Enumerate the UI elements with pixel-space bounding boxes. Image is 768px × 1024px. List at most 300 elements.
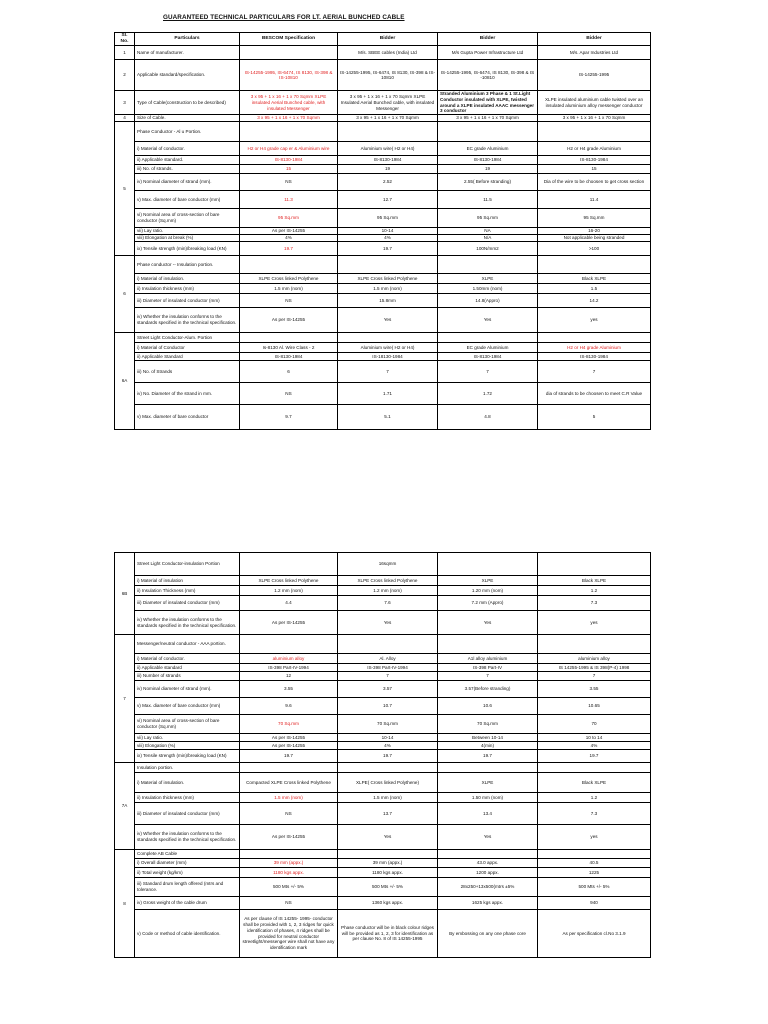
table-cell: 70 Sq.mm	[338, 715, 438, 734]
table-cell: v) Max. diameter of bare conductor (mm)	[135, 698, 240, 715]
table-cell: >100	[538, 242, 651, 256]
serial-number-cell: 7A	[115, 763, 135, 850]
table-cell: Street Light Conductor-Alum. Portion	[135, 333, 240, 343]
table-cell: 10.65	[538, 698, 651, 715]
table-cell: 11.5	[438, 191, 538, 209]
table-cell: 3 x 95 + 1 x 16 + 1 x 70 Sqmm	[538, 115, 651, 122]
table-cell: 15	[538, 165, 651, 174]
table-cell: NS	[240, 803, 338, 825]
table-cell: Black XLPE	[538, 773, 651, 793]
table-cell: XLPE Cross linked Polythene	[240, 274, 338, 284]
table-row	[115, 850, 651, 859]
table-cell	[438, 256, 538, 274]
table-cell: 4.8	[438, 405, 538, 430]
serial-number-cell: 5	[115, 122, 135, 256]
table-cell: iii) Diameter of insulated conductor (mm)	[135, 294, 240, 308]
table-cell: IS-14255-1995, IS-6474, IS 8130, IS-398 & IS-10810	[240, 60, 338, 91]
table-cell: 3 x 95 + 1 x 16 + 1 x 70 Sqmm XLPE Insulated Aerial Bunched cable, with insulated Messenger	[338, 91, 438, 115]
header-bidder-1: Bidder	[338, 33, 438, 46]
table-cell: 19.7	[438, 750, 538, 763]
table-cell: IS-8130-1984	[240, 156, 338, 165]
table-cell: 1.5 mm (nom)	[240, 284, 338, 294]
table-cell: 2.55( Before stranding)	[438, 174, 538, 191]
table-cell: vii) Lay ratio.	[135, 734, 240, 742]
table-cell: IS-14255-1995	[538, 60, 651, 91]
table-cell: aluminium alloy	[240, 654, 338, 664]
table-cell: 16sqmm	[338, 553, 438, 576]
table-cell	[538, 553, 651, 576]
table-cell: 95 Sq.mm	[438, 209, 538, 228]
table-row	[115, 596, 651, 611]
table-cell: Yes	[338, 308, 438, 333]
table-cell: 1200 appx.	[438, 868, 538, 878]
table-cell: iii) Standard drum length offered (mtrs and tolerance.	[135, 878, 240, 897]
table-cell	[240, 46, 338, 60]
table-row	[115, 763, 651, 773]
table-cell: As per IS-14255	[240, 308, 338, 333]
table-cell: 1180 kgs appx.	[240, 868, 338, 878]
table-cell: 13.4	[438, 803, 538, 825]
table-cell: 4%	[240, 235, 338, 242]
table-cell: iii) No. of strands.	[135, 165, 240, 174]
table-cell: i) Material of conductor.	[135, 142, 240, 156]
table-cell: 4(min)	[438, 742, 538, 750]
table-cell: Yes	[438, 611, 538, 635]
table-cell: Size of Cable.	[135, 115, 240, 122]
table-cell: 3.55	[538, 681, 651, 698]
table-cell: IS-18130-1984	[338, 353, 438, 361]
table-cell: Type of Cable(construction to be described)	[135, 91, 240, 115]
table-cell: 5.1	[338, 405, 438, 430]
table-cell	[438, 763, 538, 773]
table-row	[115, 681, 651, 698]
table-cell: Yes	[438, 308, 538, 333]
table-cell: Messenger/neutral conductor - AAA portion.	[135, 635, 240, 654]
document-title: GUARANTEED TECHNICAL PARTICULARS FOR LT. AERIAL BUNCHED CABLE	[163, 14, 405, 21]
table-cell: 500 Mts +/- 5%	[338, 878, 438, 897]
table-row	[115, 910, 651, 958]
table-cell: 940	[538, 897, 651, 910]
table-cell: NS	[240, 897, 338, 910]
table-cell	[538, 635, 651, 654]
table-cell: ix) Tensile strength (min)/breaking load (KN)	[135, 242, 240, 256]
table-cell: 13.7	[338, 803, 438, 825]
serial-number-cell: 3	[115, 91, 135, 115]
table-row	[115, 361, 651, 383]
table-cell: As per specification cl.No 3.1.9	[538, 910, 651, 958]
table-cell: 19.7	[240, 242, 338, 256]
table-cell	[338, 635, 438, 654]
table-cell: iv) Whether the insulation conforms to the standards specified in the technical specification.	[135, 825, 240, 850]
table-cell: 1.5 mm (nom)	[240, 793, 338, 803]
table-cell: 95 Sq.mm	[240, 209, 338, 228]
table-cell: i) Material of insulation.	[135, 274, 240, 284]
table-row	[115, 308, 651, 333]
table-cell: 12	[240, 672, 338, 681]
table-cell: 7.3	[538, 596, 651, 611]
table-cell: 19.7	[338, 750, 438, 763]
table-cell: vi) Nominal area of cross-section of bare conductor (Sq.mm)	[135, 209, 240, 228]
table-cell: 7	[538, 672, 651, 681]
header-bidder-2: Bidder	[438, 33, 538, 46]
table-cell: IS-14255-1995, IS-6474, IS 8130, IS-398 & IS-10810	[338, 60, 438, 91]
table-row	[115, 165, 651, 174]
table-cell: XLPE Cross linked Polythene	[240, 576, 338, 586]
table-cell	[338, 850, 438, 859]
table-row	[115, 284, 651, 294]
table-cell: Al. Alloy	[338, 654, 438, 664]
table-row	[115, 60, 651, 91]
table-cell: 95 Sq.mm	[538, 209, 651, 228]
table-cell: 10-14	[338, 228, 438, 235]
serial-number-cell: 6B	[115, 553, 135, 635]
table-cell: 3 x 95 + 1 x 16 + 1 x 70 Sqmm	[438, 115, 538, 122]
table-cell: Insulation portion.	[135, 763, 240, 773]
table-cell: 7	[338, 361, 438, 383]
table-row	[115, 256, 651, 274]
table-cell: 100N/mm2	[438, 242, 538, 256]
table-row	[115, 672, 651, 681]
table-cell	[438, 635, 538, 654]
table-cell: Stranded Aluminium 3 Phase & 1 St.Light Conductor insulated with XLPE, twisted around a XLPE insulated AAAC messenger 3 conductor	[438, 91, 538, 115]
table-cell: Phase conductor will be in black colour ridges will be provided as 1, 2, 3 for identification as per clause No. 8 of IS 14255-1995	[338, 910, 438, 958]
table-cell: A1l alloy aluminium	[438, 654, 538, 664]
table-cell: As per IS-14255	[240, 611, 338, 635]
table-cell: 1.50 mm (nom)	[438, 793, 538, 803]
table-row	[115, 793, 651, 803]
table-row	[115, 343, 651, 353]
table-cell: 19.7	[338, 242, 438, 256]
table-cell: 10.7	[338, 698, 438, 715]
table-cell: By embossing on any one phase core	[438, 910, 538, 958]
table-cell: 6	[240, 361, 338, 383]
table-cell: v) Max. diameter of bare conductor	[135, 405, 240, 430]
table-cell: Phase conductor -- Insulation portion.	[135, 256, 240, 274]
table-cell: 28x250+13x500(mtrs ±5%	[438, 878, 538, 897]
serial-number-cell: 7	[115, 635, 135, 763]
table-cell: 5	[538, 405, 651, 430]
table-cell	[338, 763, 438, 773]
serial-number-cell: 6	[115, 256, 135, 333]
table-cell: 14.8(Appro)	[438, 294, 538, 308]
table-cell: M/s. Apar Industries Ltd	[538, 46, 651, 60]
table-cell: H2 or H4 grade cap er & Aluminium wire	[240, 142, 338, 156]
table-cell	[240, 635, 338, 654]
table-cell: i) Material of Conductor	[135, 343, 240, 353]
table-cell: NS	[240, 383, 338, 405]
table-cell: XLPE Cross linked Polythene	[338, 576, 438, 586]
table-cell: ii) Insulation Thickness (mm)	[135, 586, 240, 596]
table-cell	[438, 122, 538, 142]
table-cell: 70 Sq.mm	[240, 715, 338, 734]
table-cell: iv) Nominal diameter of strand (mm).	[135, 174, 240, 191]
table-row	[115, 156, 651, 165]
table-cell: Aluminium wire( H2 or H4)	[338, 142, 438, 156]
table-cell: 4%	[538, 742, 651, 750]
table-row	[115, 174, 651, 191]
table-row	[115, 635, 651, 654]
table-cell: NA	[438, 228, 538, 235]
table-cell	[538, 256, 651, 274]
table-cell: 16-20	[538, 228, 651, 235]
table-row	[115, 868, 651, 878]
serial-number-cell: 8	[115, 850, 135, 958]
table-cell: XLPE	[438, 576, 538, 586]
table-row	[115, 209, 651, 228]
table-cell: 3.57(Before stranding)	[438, 681, 538, 698]
table-cell: 1.2	[538, 586, 651, 596]
table-cell: vii) Lay ratio.	[135, 228, 240, 235]
table-cell: IS-398 Part-IV-1994	[338, 664, 438, 672]
table-cell: 7	[538, 361, 651, 383]
table-cell: 7	[338, 672, 438, 681]
table-row	[115, 698, 651, 715]
table-cell: 500 Mts +/- 5%	[240, 878, 338, 897]
table-cell: 9.7	[240, 405, 338, 430]
table-cell: Is-8130 Al. Wire Class - 2	[240, 343, 338, 353]
header-bidder-3: Bidder	[538, 33, 651, 46]
table-cell	[538, 763, 651, 773]
table-cell: 7	[438, 361, 538, 383]
table-cell: i) Material of conductor.	[135, 654, 240, 664]
table-row	[115, 576, 651, 586]
table-cell: v) Max. diameter of bare conductor (mm)	[135, 191, 240, 209]
table-cell: 1180 kgs appx.	[338, 868, 438, 878]
table-cell: iv) Whether the insulation conforms to the standards specified in the technical specification.	[135, 611, 240, 635]
table-cell: IS-8130-1984	[240, 353, 338, 361]
table-cell: Yes	[338, 611, 438, 635]
table-cell: ii) Applicable standard	[135, 664, 240, 672]
table-cell: N/A	[438, 235, 538, 242]
table-cell: 11.4	[538, 191, 651, 209]
table-row	[115, 191, 651, 209]
table-row	[115, 91, 651, 115]
table-cell: yes	[538, 308, 651, 333]
table-cell	[538, 333, 651, 343]
table-row	[115, 715, 651, 734]
table-cell: M/s Gupta Power Infrastructure Ltd	[438, 46, 538, 60]
table-cell: iv) Nominal diameter of strand (mm).	[135, 681, 240, 698]
table-cell: 43.0 appx.	[438, 859, 538, 868]
table-cell: H2 or H4 grade Aluminium	[538, 343, 651, 353]
table-cell: NS	[240, 294, 338, 308]
table-cell: Name of manufacturer.	[135, 46, 240, 60]
table-cell: EC grade Aluminium	[438, 343, 538, 353]
table-cell: aluminium alloy	[538, 654, 651, 664]
table-cell: 70 Sq.mm	[438, 715, 538, 734]
table-cell: vi) Nominal area of cross-section of bare conductor (Sq.mm)	[135, 715, 240, 734]
table-cell	[438, 553, 538, 576]
table-row	[115, 383, 651, 405]
table-cell: 10.6	[438, 698, 538, 715]
table-cell: iv) Whether the insulation conforms to the standards specified in the technical specification.	[135, 308, 240, 333]
table-cell: 1625 kgs appx.	[438, 897, 538, 910]
table-cell: 1.5 mm (nom)	[338, 793, 438, 803]
table-cell: i) Overall diameter (mm)	[135, 859, 240, 868]
table-row	[115, 586, 651, 596]
table-row	[115, 142, 651, 156]
table-cell: ii) Insulation thickness (mm)	[135, 793, 240, 803]
table-cell: As per IS-14255	[240, 825, 338, 850]
table-cell: ii) Applicable standard.	[135, 156, 240, 165]
table-cell: 1.5	[538, 284, 651, 294]
table-cell: 14.2	[538, 294, 651, 308]
table-cell: As per IS-14255	[240, 228, 338, 235]
table-cell: v) Code or method of cable identification.	[135, 910, 240, 958]
table-cell: Street Light Conductor-insulation Portion	[135, 553, 240, 576]
table-row	[115, 803, 651, 825]
table-cell	[338, 256, 438, 274]
table-cell: ix) Tensile strength (min)/breaking load (KN)	[135, 750, 240, 763]
table-cell: ii) Applicable Standard	[135, 353, 240, 361]
gtp-table-page-1	[114, 32, 651, 430]
table-cell: IS-8130-1984	[438, 353, 538, 361]
table-cell: 19.7	[538, 750, 651, 763]
table-cell: IS-8130-1984	[338, 156, 438, 165]
table-cell: iv) No. Diameter of the strand in mm.	[135, 383, 240, 405]
table-cell: 3 x 95 + 1 x 16 + 1 x 70 Sqmm	[338, 115, 438, 122]
serial-number-cell: 1	[115, 46, 135, 60]
table-cell: As per IS-14255	[240, 742, 338, 750]
table-cell: 3 x 95 + 1 x 16 + 1 x 70 Sqmm	[240, 115, 338, 122]
table-cell: IS-14255-1995, IS-6474, IS 8130, IS-398 & IS -10810	[438, 60, 538, 91]
table-cell: Aluminium wire( H2 or H4)	[338, 343, 438, 353]
table-cell: i) Material of insulation	[135, 576, 240, 586]
table-cell: 70	[538, 715, 651, 734]
table-cell: viii) Elongation (%)	[135, 742, 240, 750]
table-cell: As per IS-14255	[240, 734, 338, 742]
table-cell: Compacted XLPE Cross linked Polythene	[240, 773, 338, 793]
table-cell: yes	[538, 825, 651, 850]
table-cell: 1.20 mm (nom)	[438, 586, 538, 596]
table-row	[115, 294, 651, 308]
table-cell: 500 Mts +/- 5%	[538, 878, 651, 897]
table-cell: 3.57	[338, 681, 438, 698]
table-cell: 4%	[338, 742, 438, 750]
table-cell: IS-8130-1984	[438, 156, 538, 165]
table-cell: dia of strands to be choosen to meet C.R Value	[538, 383, 651, 405]
table-cell: 10-14	[338, 734, 438, 742]
table-cell	[338, 333, 438, 343]
table-cell: Phase Conductor - Al u Portion.	[135, 122, 240, 142]
table-cell: iii) Number of strands	[135, 672, 240, 681]
table-cell: 1.72	[438, 383, 538, 405]
table-cell	[240, 256, 338, 274]
table-cell: iii) No. of Strands	[135, 361, 240, 383]
table-cell: 15	[240, 165, 338, 174]
table-header-row	[115, 33, 651, 46]
table-cell: 7.6	[338, 596, 438, 611]
table-cell: ii) Total weight (kg/km)	[135, 868, 240, 878]
table-row	[115, 742, 651, 750]
gtp-table-page-2	[114, 552, 651, 958]
table-row	[115, 664, 651, 672]
table-row	[115, 611, 651, 635]
table-cell: H2 or H4 grade Aluminium	[538, 142, 651, 156]
table-cell: 3.55	[240, 681, 338, 698]
table-row	[115, 333, 651, 343]
table-cell: 10 to 14	[538, 734, 651, 742]
serial-number-cell: 6A	[115, 333, 135, 430]
table-row	[115, 897, 651, 910]
table-cell: 4.4	[240, 596, 338, 611]
table-row	[115, 859, 651, 868]
table-cell: 1360 kgs appx.	[338, 897, 438, 910]
table-cell	[240, 122, 338, 142]
table-cell: 1.5 mm (nom)	[338, 284, 438, 294]
table-cell: 11.3	[240, 191, 338, 209]
table-row	[115, 825, 651, 850]
table-cell: 7	[438, 672, 538, 681]
table-cell: 1.71	[338, 383, 438, 405]
table-cell: 9.6	[240, 698, 338, 715]
header-sl-no: Sl. No.	[115, 33, 135, 46]
table-cell: 1225	[538, 868, 651, 878]
table-cell: As per clause of IS 14255- 1995- conductor shall be provided with 1, 2, 3 ridges for quick identification of phases, 4 ridges shall be provided for neutral conductor streetlight/messenger wire shall not have any identification mark	[240, 910, 338, 958]
header-particulars: Particulars	[135, 33, 240, 46]
table-cell: Applicable standard/specification.	[135, 60, 240, 91]
table-cell	[240, 763, 338, 773]
table-cell: 95 Sq.mm	[338, 209, 438, 228]
serial-number-cell: 4	[115, 115, 135, 122]
table-cell: XLPE	[438, 773, 538, 793]
table-row	[115, 654, 651, 664]
table-cell: Yes	[438, 825, 538, 850]
table-cell: ii) Insulation thickness (mm)	[135, 284, 240, 294]
table-cell: Yes	[338, 825, 438, 850]
table-row	[115, 750, 651, 763]
table-row	[115, 405, 651, 430]
table-cell	[338, 122, 438, 142]
table-row	[115, 773, 651, 793]
table-row	[115, 122, 651, 142]
table-cell: Dia of the wire to be choosen to get cross section	[538, 174, 651, 191]
table-cell: IS-8130-1984	[538, 353, 651, 361]
table-cell: 40.5	[538, 859, 651, 868]
header-bescom-spec: BESCOM Specification	[240, 33, 338, 46]
table-cell: Black XLPE	[538, 274, 651, 284]
table-cell: IS-8130-1984	[538, 156, 651, 165]
table-cell	[240, 553, 338, 576]
table-row	[115, 878, 651, 897]
table-cell: yes	[538, 611, 651, 635]
table-cell: 12.7	[338, 191, 438, 209]
table-row	[115, 235, 651, 242]
table-cell: XLPE insulated aluminium cable twisted over an insulated aluminium alloy messenger conductor	[538, 91, 651, 115]
table-cell	[438, 333, 538, 343]
table-cell: EC grade Aluminium	[438, 142, 538, 156]
table-cell: Complete AB Cable	[135, 850, 240, 859]
table-cell: 3 x 95 + 1 x 16 + 1 x 70 Sqmm XLPE insulated Aerial Bunched cable, with insulated Messenger	[240, 91, 338, 115]
table-cell: iv) Gross weight of the cable drum	[135, 897, 240, 910]
table-cell: XLPE	[438, 274, 538, 284]
table-cell: M/s. SBEE cables (India) Ltd	[338, 46, 438, 60]
table-cell: Not applicable being stranded	[538, 235, 651, 242]
table-cell: Between 10-14	[438, 734, 538, 742]
table-cell: 4%	[338, 235, 438, 242]
table-cell: 19.7	[240, 750, 338, 763]
table-row	[115, 242, 651, 256]
serial-number-cell: 2	[115, 60, 135, 91]
table-row	[115, 274, 651, 284]
table-cell: NS	[240, 174, 338, 191]
table-cell	[538, 850, 651, 859]
table-cell: 1.50mm (nom)	[438, 284, 538, 294]
table-cell: 1.2 mm (nom)	[240, 586, 338, 596]
table-cell: iii) Diameter of insulated conductor (mm)	[135, 803, 240, 825]
table-cell: 19	[438, 165, 538, 174]
table-cell: 1.2	[538, 793, 651, 803]
